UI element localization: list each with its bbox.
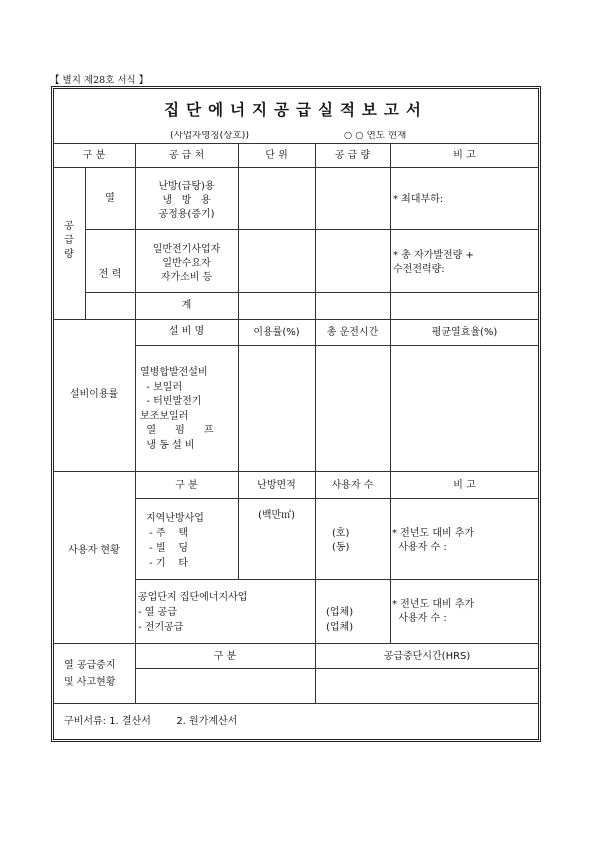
industrial-remark: * 전년도 대비 추가 사용자 수 : — [392, 599, 475, 624]
rule — [53, 643, 539, 644]
rule — [238, 143, 239, 319]
rule — [85, 292, 539, 293]
rule — [315, 471, 316, 643]
rule — [53, 471, 539, 472]
rule — [135, 579, 539, 580]
business-name-label: (사업자명칭(상호)) — [170, 131, 250, 139]
rule — [85, 167, 86, 319]
form-title: 집단에너지공급실적보고서 — [164, 101, 428, 119]
supply-group-label: 공 급 량 — [64, 221, 74, 260]
facility-items: 열병합발전설비 - 보일러 - 터빈발전기 보조보일러 열 펌 프 냉 동 설 비 — [140, 367, 214, 451]
rule — [53, 319, 539, 320]
district-remark: * 전년도 대비 추가 사용자 수 : — [392, 528, 475, 553]
district-heating-items: 지역난방사업 - 주 택 - 빌 딩 - 기 타 — [146, 513, 204, 569]
header-user-category: 구 분 — [175, 480, 198, 491]
rule — [390, 319, 391, 471]
header-heating-area: 난방면적 — [257, 480, 296, 491]
heat-supply-items: 난방(급탕)용 냉 방 용 공정용(증기) — [158, 181, 215, 220]
header-supply-amount: 공 급 량 — [334, 150, 371, 161]
power-remark: * 총 자가발전량 + 수전전력량: — [393, 250, 474, 275]
header-stoppage-hours: 공급중단시간(HRS) — [383, 651, 471, 662]
power-supply-items: 일반전기사업자 일반수요자 자가소비 등 — [152, 244, 221, 283]
header-unit: 단 위 — [265, 150, 288, 161]
industrial-user-count-units: (업체) (업체) — [326, 607, 354, 633]
rule — [135, 668, 539, 669]
rule — [135, 471, 136, 643]
required-documents: 구비서류: 1. 결산서 2. 원가계산서 — [64, 716, 238, 727]
header-facility-name: 설 비 명 — [168, 326, 205, 337]
district-area-unit: (백만㎡) — [257, 510, 296, 521]
user-status-label: 사용자 현황 — [68, 545, 120, 556]
power-label: 전 력 — [98, 269, 122, 280]
rule — [238, 319, 239, 471]
rule — [315, 319, 316, 471]
heat-label: 열 — [105, 193, 115, 204]
heat-supply-stoppage-label: 열 공급중지 및 사고현황 — [64, 660, 116, 688]
industrial-complex-items: 공업단지 집단에너지사업 - 열 공급 - 전기공급 — [138, 592, 248, 633]
header-average-thermal-efficiency: 평균열효율(%) — [431, 327, 498, 338]
rule — [53, 703, 539, 704]
heat-remark: * 최대부하: — [393, 194, 444, 205]
rule — [390, 471, 391, 643]
header-total-operating-hours: 총 운전시간 — [326, 327, 379, 338]
reporting-year-label: ○ ○ 연도 현재 — [344, 131, 407, 139]
header-supply-destination: 공 급 처 — [168, 150, 205, 161]
rule — [53, 167, 539, 168]
rule — [85, 229, 539, 230]
header-utilization-rate: 이용률(%) — [253, 327, 300, 338]
header-category: 구 분 — [82, 150, 106, 161]
header-remarks: 비 고 — [453, 150, 476, 161]
rule — [135, 345, 539, 346]
header-stoppage-category: 구 분 — [213, 651, 237, 662]
rule — [390, 143, 391, 319]
district-user-count-units: (호) (동) — [332, 528, 350, 553]
rule — [135, 143, 136, 319]
form-number-label: 【 별지 제28호 서식 】 — [50, 75, 149, 86]
header-user-remarks: 비 고 — [453, 480, 476, 491]
facility-utilization-label: 설비이용률 — [69, 389, 119, 400]
total-label: 계 — [181, 300, 192, 311]
header-user-count: 사용자 수 — [331, 480, 374, 491]
rule — [53, 143, 539, 144]
rule — [135, 498, 539, 499]
rule — [315, 143, 316, 319]
rule — [135, 319, 136, 471]
